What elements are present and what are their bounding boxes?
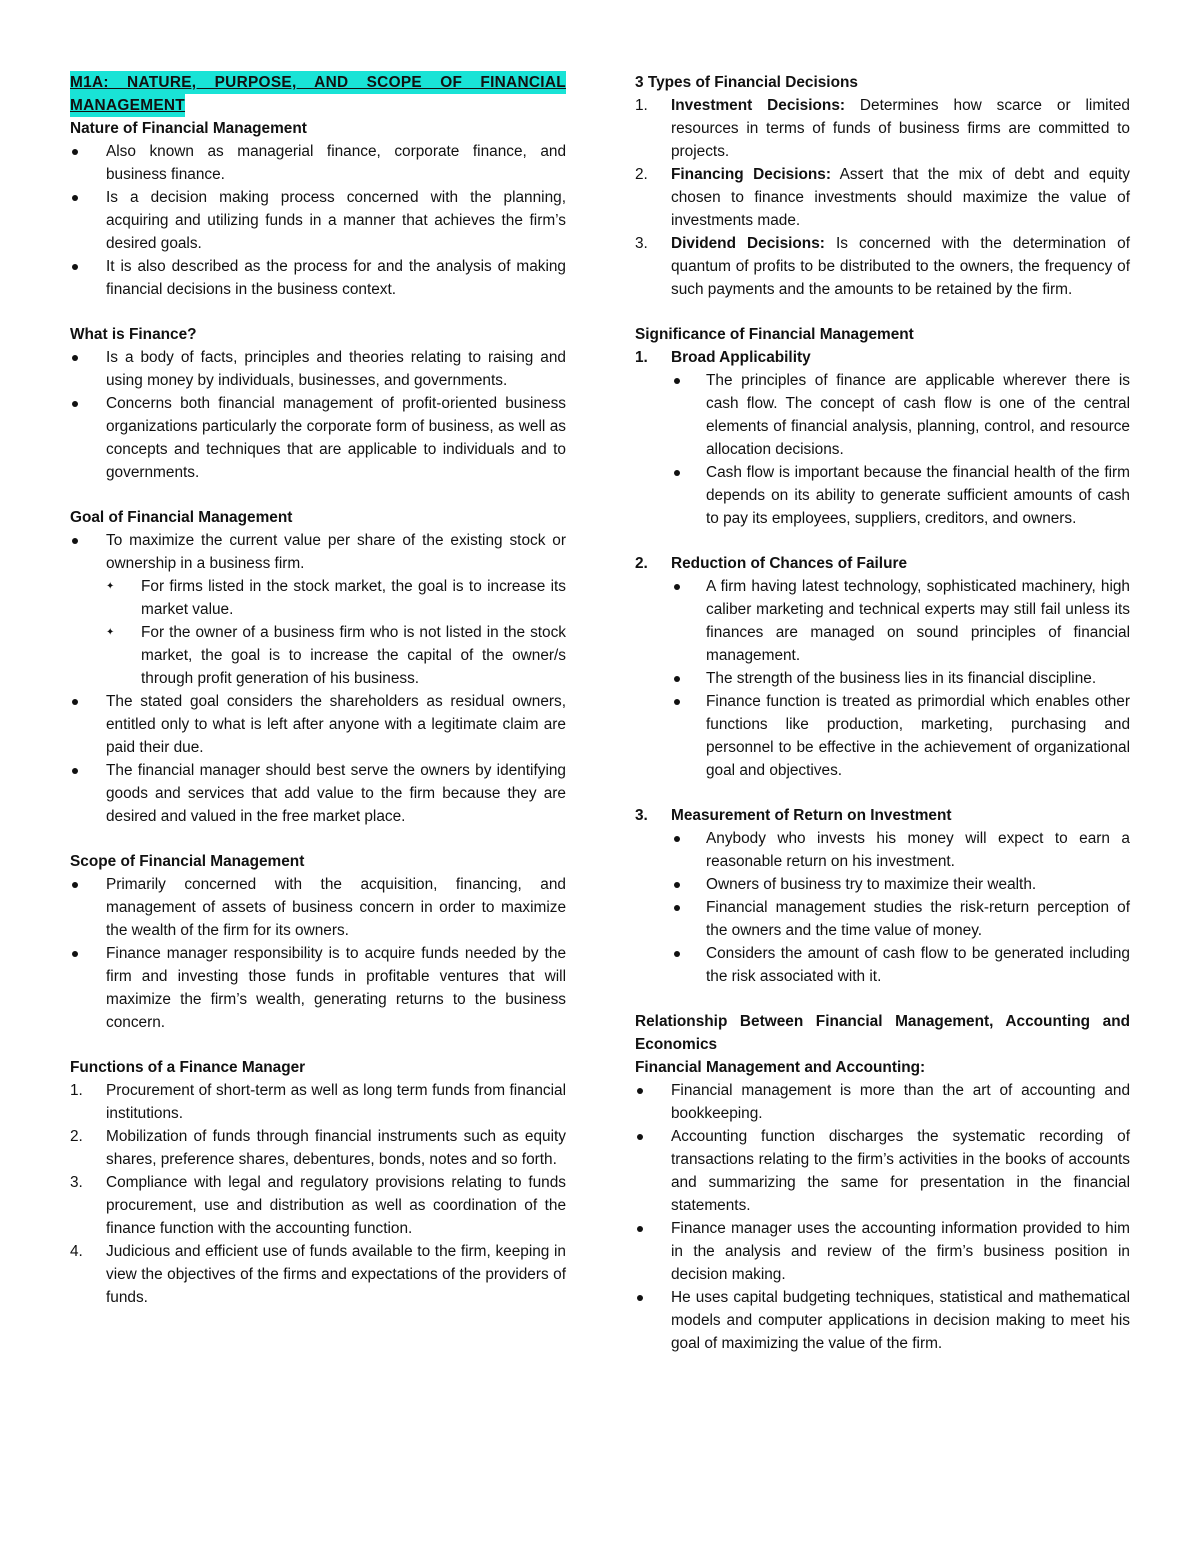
list-item: It is also described as the process for and the analysis of making financial decisions in the business context. xyxy=(106,258,566,298)
sub-list-item: For firms listed in the stock market, the goal is to increase its market value. xyxy=(141,578,566,618)
list-item: To maximize the current value per share of the existing stock or ownership in a business firm. xyxy=(106,532,566,572)
document-title-line2-box xyxy=(70,94,185,117)
numbered-item: 3. Compliance with legal and regulatory provisions relating to funds procurement, use and distribution as well as coordination of the finance function with the accounting function. xyxy=(70,1174,566,1237)
subsection-heading-accounting: Financial Management and Accounting: xyxy=(635,1059,926,1076)
list-item: Is a decision making process concerned with the planning, acquiring and utilizing funds in a manner that achieves the firm’s desired goals. xyxy=(106,189,566,252)
sub-list-item: A firm having latest technology, sophisticated machinery, high caliber marketing and technical experts may still fail unless its finances are managed on sound principles of financial management. xyxy=(706,578,1130,664)
list-item: Primarily concerned with the acquisition, financing, and management of assets of business concern in order to maximize the wealth of the firm for its owners. xyxy=(106,876,566,939)
left-column xyxy=(70,71,566,1309)
document-title-line1: M1A: NATURE, PURPOSE, AND SCOPE OF FINANCIAL xyxy=(70,74,566,91)
list-item: The financial manager should best serve the owners by identifying goods and services that add value to the firm because they are desired and valued in the free market place. xyxy=(106,762,566,825)
section-heading-relationship: Relationship Between Financial Management, Accounting and Economics xyxy=(635,1013,1130,1053)
list-item: The stated goal considers the shareholders as residual owners, entitled only to what is left after anyone with a legitimate claim are paid their due. xyxy=(106,693,566,756)
numbered-item: 1. Investment Decisions: Determines how scarce or limited resources in terms of funds of business firms are committed to projects. xyxy=(635,97,1130,160)
subsection-heading: 1. Broad Applicability xyxy=(635,349,811,366)
document-title-line2: MANAGEMENT xyxy=(70,97,186,114)
subsection-heading: 2. Reduction of Chances of Failure xyxy=(635,555,908,572)
numbered-item: 2. Financing Decisions: Assert that the mix of debt and equity chosen to finance investments should maximize the value of investments made. xyxy=(635,166,1130,229)
sub-list-item: The strength of the business lies in its financial discipline. xyxy=(706,670,1097,687)
sub-list-item: The principles of finance are applicable wherever there is cash flow. The concept of cash flow is one of the central elements of financial analysis, planning, control, and resource allocation decisions. xyxy=(706,372,1130,458)
list-item: Financial management is more than the art of accounting and bookkeeping. xyxy=(671,1082,1130,1122)
list-item: He uses capital budgeting techniques, statistical and mathematical models and computer applications in decision making to meet his goal of maximizing the value of the firm. xyxy=(671,1289,1130,1352)
sub-list-item: Finance function is treated as primordial which enables other functions like production, marketing, purchasing and personnel to be effective in the achievement of organizational goal and objectives. xyxy=(706,693,1130,779)
list-item: Is a body of facts, principles and theories relating to raising and using money by individuals, businesses, and governments. xyxy=(106,349,566,389)
section-heading-decisions: 3 Types of Financial Decisions xyxy=(635,74,858,91)
list-item: Concerns both financial management of profit-oriented business organizations particularly the corporate form of business, as well as concepts and techniques that are applicable to individuals and to governments. xyxy=(106,395,566,481)
sub-list-item: Anybody who invests his money will expect to earn a reasonable return on his investment. xyxy=(706,830,1130,870)
numbered-item: 2. Mobilization of funds through financial instruments such as equity shares, preference shares, debentures, bonds, notes and so forth. xyxy=(70,1128,566,1168)
section-heading-nature: Nature of Financial Management xyxy=(70,120,307,137)
list-item: Finance manager uses the accounting information provided to him in the analysis and review of the firm’s business position in decision making. xyxy=(671,1220,1130,1283)
sub-list-item: Cash flow is important because the financial health of the firm depends on its ability to generate sufficient amounts of cash to pay its employees, suppliers, creditors, and owners. xyxy=(706,464,1130,527)
sub-list-item: Owners of business try to maximize their wealth. xyxy=(706,876,1037,893)
section-heading-goal: Goal of Financial Management xyxy=(70,509,293,526)
sub-list-item: Considers the amount of cash flow to be generated including the risk associated with it. xyxy=(706,945,1130,985)
sub-list-item: Financial management studies the risk-return perception of the owners and the time value of money. xyxy=(706,899,1130,939)
section-heading-significance: Significance of Financial Management xyxy=(635,326,914,343)
sub-list-item: For the owner of a business firm who is not listed in the stock market, the goal is to increase the capital of the owner/s through profit generation of his business. xyxy=(141,624,566,687)
list-item: Also known as managerial finance, corporate finance, and business finance. xyxy=(106,143,566,183)
numbered-item: 4. Judicious and efficient use of funds available to the firm, keeping in view the objectives of the firms and expectations of the providers of funds. xyxy=(70,1243,566,1306)
document-title xyxy=(70,71,566,94)
section-heading-functions: Functions of a Finance Manager xyxy=(70,1059,306,1076)
section-heading-scope: Scope of Financial Management xyxy=(70,853,305,870)
section-heading-finance: What is Finance? xyxy=(70,326,197,343)
subsection-heading: 3. Measurement of Return on Investment xyxy=(635,807,952,824)
list-item: Finance manager responsibility is to acquire funds needed by the firm and investing those funds in profitable ventures that will maximize the firm’s wealth, generating returns to the business concern. xyxy=(106,945,566,1031)
numbered-item: 3. Dividend Decisions: Is concerned with the determination of quantum of profits to be distributed to the owners, the frequency of such payments and the amounts to be retained by the firm. xyxy=(635,235,1130,298)
list-item: Accounting function discharges the systematic recording of transactions relating to the firm’s activities in the books of accounts and summarizing the same for presentation in the financial statements. xyxy=(671,1128,1130,1214)
right-column xyxy=(635,71,1130,1355)
numbered-item: 1. Procurement of short-term as well as long term funds from financial institutions. xyxy=(70,1082,566,1122)
